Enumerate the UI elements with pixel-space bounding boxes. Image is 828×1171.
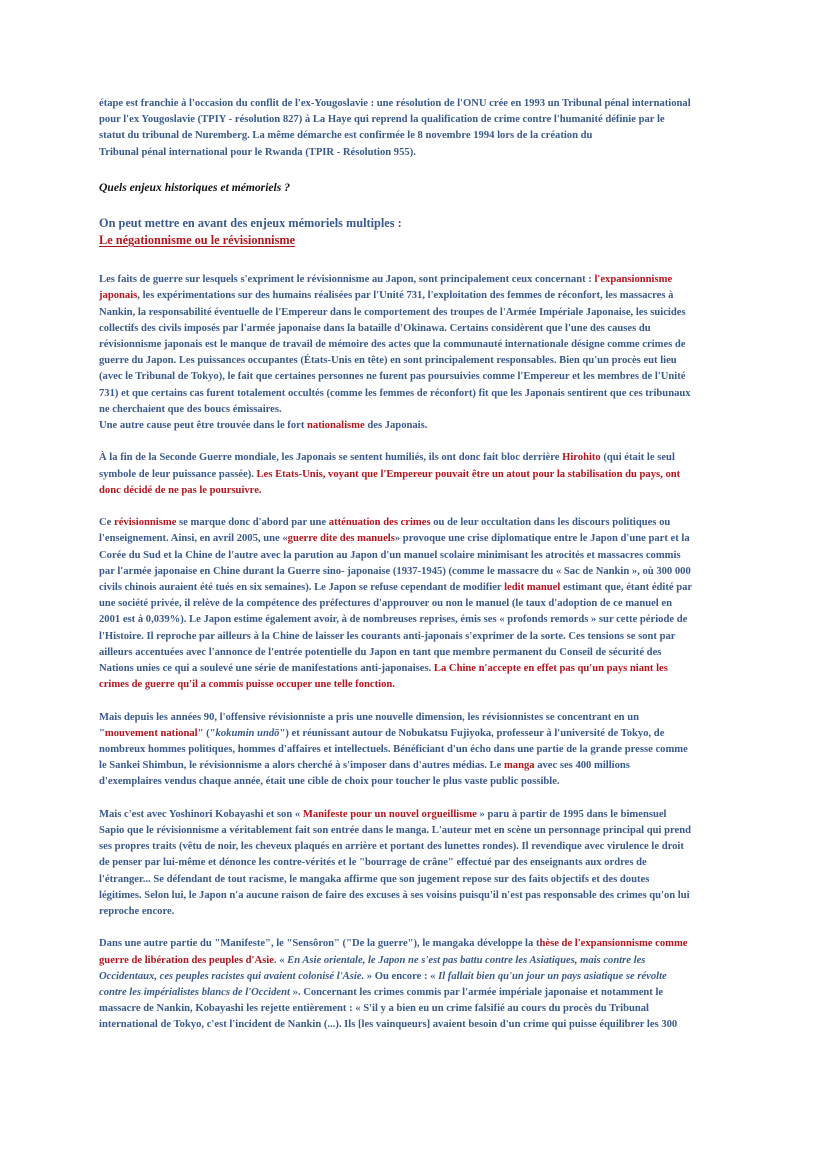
text-line: Tribunal pénal international pour le Rwanda (TPIR - Résolution 955). <box>99 146 416 158</box>
intro-paragraph <box>99 96 729 161</box>
highlight-term: mouvement national <box>104 727 198 739</box>
highlight-term: révisionnisme <box>114 517 177 529</box>
text-span: l'enseignement. Ainsi, en avril 2005, une « <box>99 533 288 545</box>
text-span: Les faits de guerre sur lesquels s'expriment le révisionnisme au Japon, sont principalement ceux concernant : <box>99 274 595 286</box>
highlight-term: manga <box>503 760 535 772</box>
text-line: Mais depuis les années 90, l'offensive révisionniste a pris une nouvelle dimension, les révisionnistes se concentrant en un <box>99 711 640 723</box>
paragraph-revisionism-facts <box>99 272 729 434</box>
highlight-text: Les Etats-Unis, voyant que l'Empereur pouvait être un atout pour la stabilisation du pays, ont <box>256 468 681 480</box>
text-line: guerre du Japon. Les puissances occupantes (États-Unis en tête) en sont principalement responsables. Bien qu'un procès eut lieu <box>99 355 677 367</box>
paragraph-sensoron <box>99 936 729 1033</box>
text-span: Une autre cause peut être trouvée dans le fort <box>99 420 308 432</box>
highlight-text: La Chine n'accepte en effet pas qu'un pays niant les <box>433 663 668 675</box>
text-line: international de Tokyo, c'est l'incident de Nankin (...). Ils [les vainqueurs] avaient besoin d'un crime qui puisse équilibrer les 300 <box>99 1019 678 1031</box>
text-span: , les expérimentations sur des humains réalisées par l'Unité 731, l'exploitation des femmes de réconfort, les massacres à <box>137 290 674 302</box>
highlight-term: guerre dite des manuels <box>287 533 395 545</box>
highlight-text: hèse de l'expansionnisme comme <box>539 938 688 950</box>
highlight-term: Manifeste pour un nouvel orgueillisme <box>302 808 477 820</box>
italic-quote: En Asie orientale, le Japon ne s'est pas battu contre les Asiatiques, mais contre les <box>287 954 646 966</box>
text-span: estimant que, étant édité par <box>560 582 693 594</box>
highlight-term: nationalisme <box>307 420 365 432</box>
highlight-term: japonais <box>99 290 138 302</box>
text-span: Ce <box>99 517 115 529</box>
text-line: révisionnisme japonais est le manque de travail de mémoire des actes que la communauté internationale désigne comme crimes de <box>99 339 686 351</box>
text-span: se marque donc d'abord par une <box>176 517 329 529</box>
text-line: reproche encore. <box>99 906 175 918</box>
text-line: étape est franchie à l'occasion du conflit de l'ex-Yougoslavie : une résolution de l'ONU crée en 1993 un Tribunal pénal international <box>99 98 691 109</box>
text-span: civils chinois auraient été tués en six semaines). Le Japon se refuse cependant de modifier <box>99 582 505 594</box>
highlight-term: Hirohito <box>562 452 601 464</box>
text-line: 2001 est à 0,039%). Le Japon estime également avoir, à de nombreuses reprises, émis ses « profonds remords » sur cette période de <box>99 614 688 626</box>
text-line: Corée du Sud et la Chine de l'autre avec la parution au Japon d'un manuel scolaire minimisant les atrocités et massacres commis <box>99 549 681 561</box>
document-page <box>99 96 729 1034</box>
text-span: Nations unies ce qui a soulevé une série de manifestations anti-japonaises. <box>99 663 434 675</box>
highlight-term: ledit manuel <box>504 582 561 594</box>
text-span: ") et réunissant autour de Nobukatsu Fujiyoka, professeur à l'université de Tokyo, de <box>279 727 665 739</box>
text-span: " (" <box>197 727 216 739</box>
text-span: » paru à partir de 1995 dans le bimensuel <box>476 808 667 820</box>
text-line: légitimes. Selon lui, le Japon n'a aucune raison de faire des excuses à ses voisins puisqu'il n'est pas responsable des crimes qu'on lui <box>99 889 690 901</box>
text-line: 731) et que certains cas furent totalement occultés (comme les femmes de réconfort) fit que les Japonais sentirent que ces tribunaux <box>99 387 691 399</box>
text-span: Dans une autre partie du "Manifeste", le "Sensôron" ("De la guerre"), le mangaka développe la t <box>99 938 540 950</box>
text-line: (avec le Tribunal de Tokyo), le fait que certaines personnes ne furent pas poursuivies comme l'Empereur et les membres de l'Unité <box>99 371 686 383</box>
highlight-term: atténuation des crimes <box>328 517 431 529</box>
italic-quote: contre les impérialistes blancs de l'Occident <box>99 987 290 999</box>
text-line: Sapio que le révisionnisme a véritablement fait son entrée dans le manga. L'auteur met en scène un personnage principal qui prend <box>99 825 691 837</box>
text-line: collectifs des civils imposés par l'armée japonaise dans la bataille d'Okinawa. Certains considèrent que l'une des causes du <box>99 322 651 334</box>
text-line: d'exemplaires vendus chaque année, était une cible de choix pour toucher le plus vaste public possible. <box>99 776 560 788</box>
text-span: À la fin de la Seconde Guerre mondiale, les Japonais se sentent humiliés, ils ont donc fait bloc derrière <box>99 452 563 464</box>
text-span: ou de leur occultation dans les discours politiques ou <box>430 517 671 529</box>
text-span: (qui était le seul <box>600 452 675 464</box>
highlight-text: donc décidé de ne pas le poursuivre. <box>99 484 262 496</box>
text-line: nombreux hommes politiques, hommes d'affaires et intellectuels. Bénéficiant d'un écho dans une partie de la grande presse comme <box>99 744 688 756</box>
paragraph-textbook-war <box>99 515 729 693</box>
text-line: par l'armée japonaise en Chine durant la Guerre sino- japonaise (1937-1945) (comme le massacre du « Sac de Nankin », où 300 000 <box>99 565 691 577</box>
text-line: une société privée, il relève de la compétence des préfectures d'approuver ou non le manuel (le taux d'adoption de ce manuel en <box>99 598 672 610</box>
text-line: ailleurs accentuées avec l'annonce de l'entrée potentielle du Japon en tant que membre permanent du Conseil de sécurité des <box>99 646 662 658</box>
text-line: Nankin, la responsabilité éventuelle de l'Empereur dans le comportement des troupes de l'Armée Impériale Japonaise, les suicides <box>99 306 686 318</box>
text-line: massacre de Nankin, Kobayashi les rejette entièrement : « S'il y a bien eu un crime falsifié au cours du procès du Tribunal <box>99 1003 649 1015</box>
highlight-term: l'expansionnisme <box>594 274 673 286</box>
text-span: » Ou encore : « <box>364 970 439 982</box>
subheading-title: Le négationnisme ou le révisionnisme <box>99 233 296 248</box>
text-span: ». Concernant les crimes commis par l'armée impériale japonaise et notamment le <box>289 987 664 999</box>
text-span: Mais c'est avec Yoshinori Kobayashi et son « <box>99 808 303 820</box>
section-heading: Quels enjeux historiques et mémoriels ? <box>99 180 290 194</box>
text-line: l'étranger... Se défendant de tout racisme, le mangaka affirme que son jugement repose sur des faits objectifs et des doutes <box>99 873 650 885</box>
text-span: . « <box>273 954 288 966</box>
text-line: ne cherchaient que des boucs émissaires. <box>99 403 282 415</box>
paragraph-national-movement <box>99 710 729 791</box>
text-span: » provoque une crise diplomatique entre le Japon d'une part et la <box>394 533 690 545</box>
text-line: l'Histoire. Il reproche par ailleurs à la Chine de laisser les courants anti-japonais s'exprimer de la sorte. Ces tensions se sont par <box>99 630 676 642</box>
text-span: avec ses 400 millions <box>534 760 630 772</box>
text-span: le Sankei Shimbun, le révisionnisme a alors cherché à s'imposer dans d'autres médias. Le <box>99 760 504 772</box>
text-line: statut du tribunal de Nuremberg. La même démarche est confirmée le 8 novembre 1994 lors de la création du <box>99 130 593 142</box>
text-line: de penser par lui-même et dénonce les contre-vérités et le "bourrage de crâne" effectué par des enseignants aux ordres de <box>99 857 647 869</box>
text-span: symbole de leur puissance passée). <box>99 468 257 480</box>
text-span: " <box>99 727 105 739</box>
italic-term: kokumin undō <box>215 727 280 739</box>
italic-quote: Occidentaux, ces peuples racistes qui avaient colonisé l'Asie. <box>99 970 365 982</box>
subheading-line: On peut mettre en avant des enjeux mémoriels multiples : <box>99 216 402 231</box>
italic-quote: Il fallait bien qu'un jour un pays asiatique se révolte <box>438 970 667 982</box>
paragraph-kobayashi <box>99 807 729 920</box>
text-line: ses propres traits (vêtu de noir, les cheveux plaqués en arrière et portant des lunettes rondes). Il revendique avec virulence le droit <box>99 841 684 853</box>
text-line: pour l'ex Yougoslavie (TPIY - résolution 827) à La Haye qui reprend la qualification de crime contre l'humanité définie par le <box>99 114 665 126</box>
text-span: des Japonais. <box>364 420 428 432</box>
highlight-text: guerre de libération des peuples d'Asie <box>99 954 274 966</box>
highlight-text: crimes de guerre qu'il a commis puisse occuper une telle fonction. <box>99 679 395 691</box>
paragraph-hirohito <box>99 450 729 499</box>
